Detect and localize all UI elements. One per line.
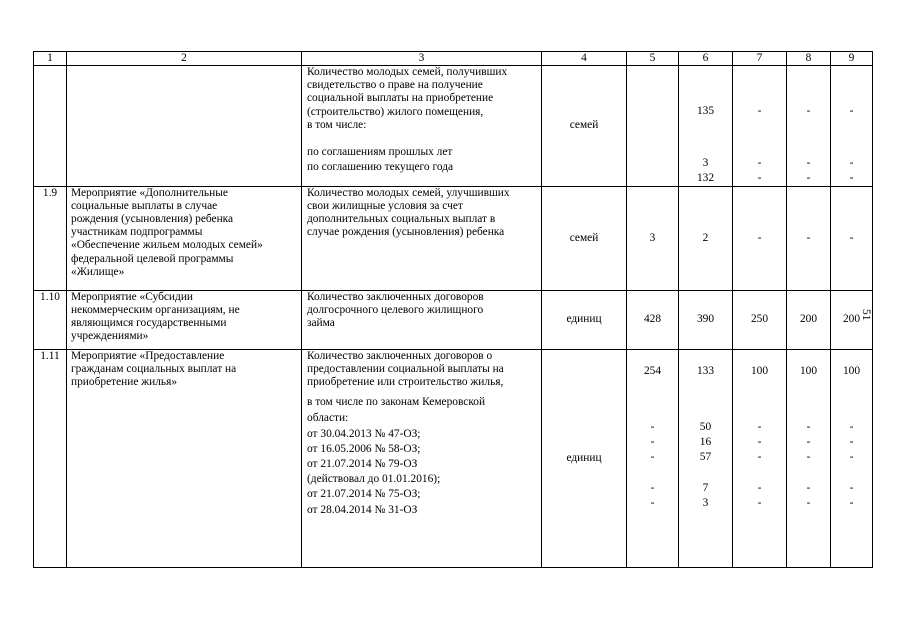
value-cell-col9 bbox=[831, 66, 873, 187]
value-main: 100 bbox=[799, 364, 818, 377]
table-row bbox=[34, 66, 873, 187]
indicator-line: свои жилищные условия за счет bbox=[307, 199, 463, 212]
value-law bbox=[787, 466, 830, 479]
value-law: - bbox=[757, 436, 762, 449]
value-sub: - bbox=[806, 172, 811, 185]
value-main: 100 bbox=[842, 364, 861, 377]
row-number-cell: 1.10 bbox=[34, 290, 67, 349]
indicator-cell bbox=[302, 349, 542, 567]
value-main: - bbox=[806, 105, 811, 117]
value-cell-col8: - bbox=[787, 186, 831, 290]
event-line: некоммерческим организациям, не bbox=[71, 303, 240, 316]
event-cell bbox=[67, 349, 302, 567]
value-law: - bbox=[650, 496, 655, 509]
indicators-table bbox=[33, 51, 873, 568]
value-sub: - bbox=[849, 172, 854, 185]
value-main: 100 bbox=[750, 364, 769, 377]
row-number-cell: 1.9 bbox=[34, 186, 67, 290]
value-law: - bbox=[757, 451, 762, 464]
value-law: - bbox=[650, 481, 655, 494]
value-cell-col5: 3 bbox=[627, 186, 679, 290]
value-sub: - bbox=[757, 157, 762, 170]
value-law: - bbox=[849, 481, 854, 494]
value-cell-col6: 390 bbox=[679, 290, 733, 349]
value-law: - bbox=[849, 436, 854, 449]
value-law bbox=[733, 466, 786, 479]
event-cell bbox=[67, 186, 302, 290]
value-cell-col8 bbox=[787, 349, 831, 567]
value-sub: 132 bbox=[696, 172, 715, 185]
value-main: - bbox=[849, 105, 854, 117]
table-row bbox=[34, 349, 873, 567]
indicator-line: в том числе: bbox=[307, 118, 367, 131]
law-line: от 21.07.2014 № 75-ОЗ; bbox=[307, 488, 421, 501]
header-cell: 5 bbox=[627, 52, 679, 66]
value-law bbox=[627, 466, 678, 479]
event-cell bbox=[67, 66, 302, 187]
value-law: - bbox=[806, 436, 811, 449]
law-line: от 28.04.2014 № 31-ОЗ bbox=[307, 503, 418, 516]
value-sub: - bbox=[849, 157, 854, 170]
header-row bbox=[34, 52, 873, 66]
header-cell: 1 bbox=[34, 52, 67, 66]
value-law: - bbox=[849, 451, 854, 464]
event-line: «Обеспечение жильем молодых семей» bbox=[71, 239, 263, 252]
value-law: - bbox=[650, 451, 655, 464]
indicator-cell bbox=[302, 66, 542, 187]
event-line: «Жилище» bbox=[71, 265, 125, 278]
value-cell-col9 bbox=[831, 349, 873, 567]
header-cell: 2 bbox=[67, 52, 302, 66]
value-cell-col7 bbox=[733, 349, 787, 567]
header-cell: 4 bbox=[542, 52, 627, 66]
unit-cell: единиц bbox=[542, 290, 627, 349]
value-cell-col7 bbox=[733, 66, 787, 187]
value-law: - bbox=[757, 481, 762, 494]
event-line: федеральной целевой программы bbox=[71, 252, 234, 265]
value-cell-col7: 250 bbox=[733, 290, 787, 349]
value-main: - bbox=[757, 105, 762, 117]
event-cell bbox=[67, 290, 302, 349]
row-number-cell: 1.11 bbox=[34, 349, 67, 567]
table-row bbox=[34, 290, 873, 349]
value-law: - bbox=[757, 496, 762, 509]
indicator-line: Количество заключенных договоров bbox=[307, 290, 484, 303]
value-law bbox=[679, 466, 732, 479]
indicator-line: приобретение или строительство жилья, bbox=[307, 376, 504, 389]
value-cell-col5 bbox=[627, 349, 679, 567]
value-cell-col5 bbox=[627, 66, 679, 187]
indicator-line: долгосрочного целевого жилищного bbox=[307, 303, 484, 316]
value-law: 57 bbox=[699, 451, 712, 464]
law-line: от 30.04.2013 № 47-ОЗ; bbox=[307, 427, 421, 440]
indicator-subline: по соглашению текущего года bbox=[307, 161, 454, 174]
event-line: Мероприятие «Предоставление bbox=[71, 349, 225, 362]
value-sub: 3 bbox=[702, 157, 709, 170]
value-main: 135 bbox=[696, 105, 715, 117]
value-law: - bbox=[757, 420, 762, 433]
value-cell-col8 bbox=[787, 66, 831, 187]
indicator-line: социальной выплаты на приобретение bbox=[307, 92, 494, 105]
law-line: области: bbox=[307, 412, 349, 425]
indicator-line: предоставлении социальной выплаты на bbox=[307, 362, 504, 375]
indicator-line: дополнительных социальных выплат в bbox=[307, 213, 496, 226]
indicator-line: случае рождения (усыновления) ребенка bbox=[307, 226, 505, 239]
event-line: являющимся государственными bbox=[71, 317, 227, 330]
event-line: Мероприятие «Дополнительные bbox=[71, 186, 228, 199]
value-law: - bbox=[806, 420, 811, 433]
value-cell-col9: - bbox=[831, 186, 873, 290]
value-law: - bbox=[849, 496, 854, 509]
event-line: учреждениями» bbox=[71, 330, 149, 343]
value-cell-col5: 428 bbox=[627, 290, 679, 349]
indicator-line: Количество молодых семей, улучшивших bbox=[307, 186, 510, 199]
event-line: гражданам социальных выплат на bbox=[71, 362, 237, 375]
value-law: - bbox=[806, 481, 811, 494]
value-main: 133 bbox=[696, 364, 715, 377]
indicator-subline: по соглашениям прошлых лет bbox=[307, 146, 453, 159]
event-line: рождения (усыновления) ребенка bbox=[71, 213, 234, 226]
page-number: 51 bbox=[860, 309, 872, 321]
indicator-line: Количество молодых семей, получивших bbox=[307, 66, 508, 78]
unit-cell: семей bbox=[542, 186, 627, 290]
header-cell: 7 bbox=[733, 52, 787, 66]
value-cell-col6 bbox=[679, 66, 733, 187]
value-cell-col9: 200 bbox=[831, 290, 873, 349]
value-law: 3 bbox=[702, 496, 709, 509]
header-cell: 9 bbox=[831, 52, 873, 66]
value-cell-col7: - bbox=[733, 186, 787, 290]
header-cell: 6 bbox=[679, 52, 733, 66]
event-line: Мероприятие «Субсидии bbox=[71, 290, 194, 303]
event-line: приобретение жилья» bbox=[71, 376, 178, 389]
indicator-line: займа bbox=[307, 317, 335, 330]
value-law: 16 bbox=[699, 436, 712, 449]
value-cell-col6: 2 bbox=[679, 186, 733, 290]
unit-cell: семей bbox=[542, 66, 627, 187]
header-cell: 8 bbox=[787, 52, 831, 66]
indicator-cell bbox=[302, 186, 542, 290]
value-cell-col6 bbox=[679, 349, 733, 567]
event-line: участникам подпрограммы bbox=[71, 226, 203, 239]
event-line: социальные выплаты в случае bbox=[71, 199, 218, 212]
value-law: 7 bbox=[702, 481, 709, 494]
indicator-line: Количество заключенных договоров о bbox=[307, 349, 493, 362]
value-law: - bbox=[650, 420, 655, 433]
law-line: от 21.07.2014 № 79-ОЗ bbox=[307, 458, 418, 471]
unit-cell: единиц bbox=[542, 349, 627, 567]
table-row bbox=[34, 186, 873, 290]
header-cell: 3 bbox=[302, 52, 542, 66]
value-main: 254 bbox=[643, 364, 662, 377]
value-sub: - bbox=[806, 157, 811, 170]
value-law: 50 bbox=[699, 420, 712, 433]
law-line: в том числе по законам Кемеровской bbox=[307, 396, 486, 409]
value-law: - bbox=[650, 436, 655, 449]
value-law: - bbox=[806, 451, 811, 464]
indicator-cell bbox=[302, 290, 542, 349]
indicator-line: свидетельство о праве на получение bbox=[307, 79, 483, 92]
value-cell-col8: 200 bbox=[787, 290, 831, 349]
law-line: от 16.05.2006 № 58-ОЗ; bbox=[307, 442, 421, 455]
value-sub: - bbox=[757, 172, 762, 185]
row-number-cell bbox=[34, 66, 67, 187]
value-law bbox=[831, 466, 872, 479]
law-line: (действовал до 01.01.2016); bbox=[307, 473, 441, 486]
indicator-line: (строительство) жилого помещения, bbox=[307, 105, 484, 118]
value-law: - bbox=[849, 420, 854, 433]
value-law: - bbox=[806, 496, 811, 509]
